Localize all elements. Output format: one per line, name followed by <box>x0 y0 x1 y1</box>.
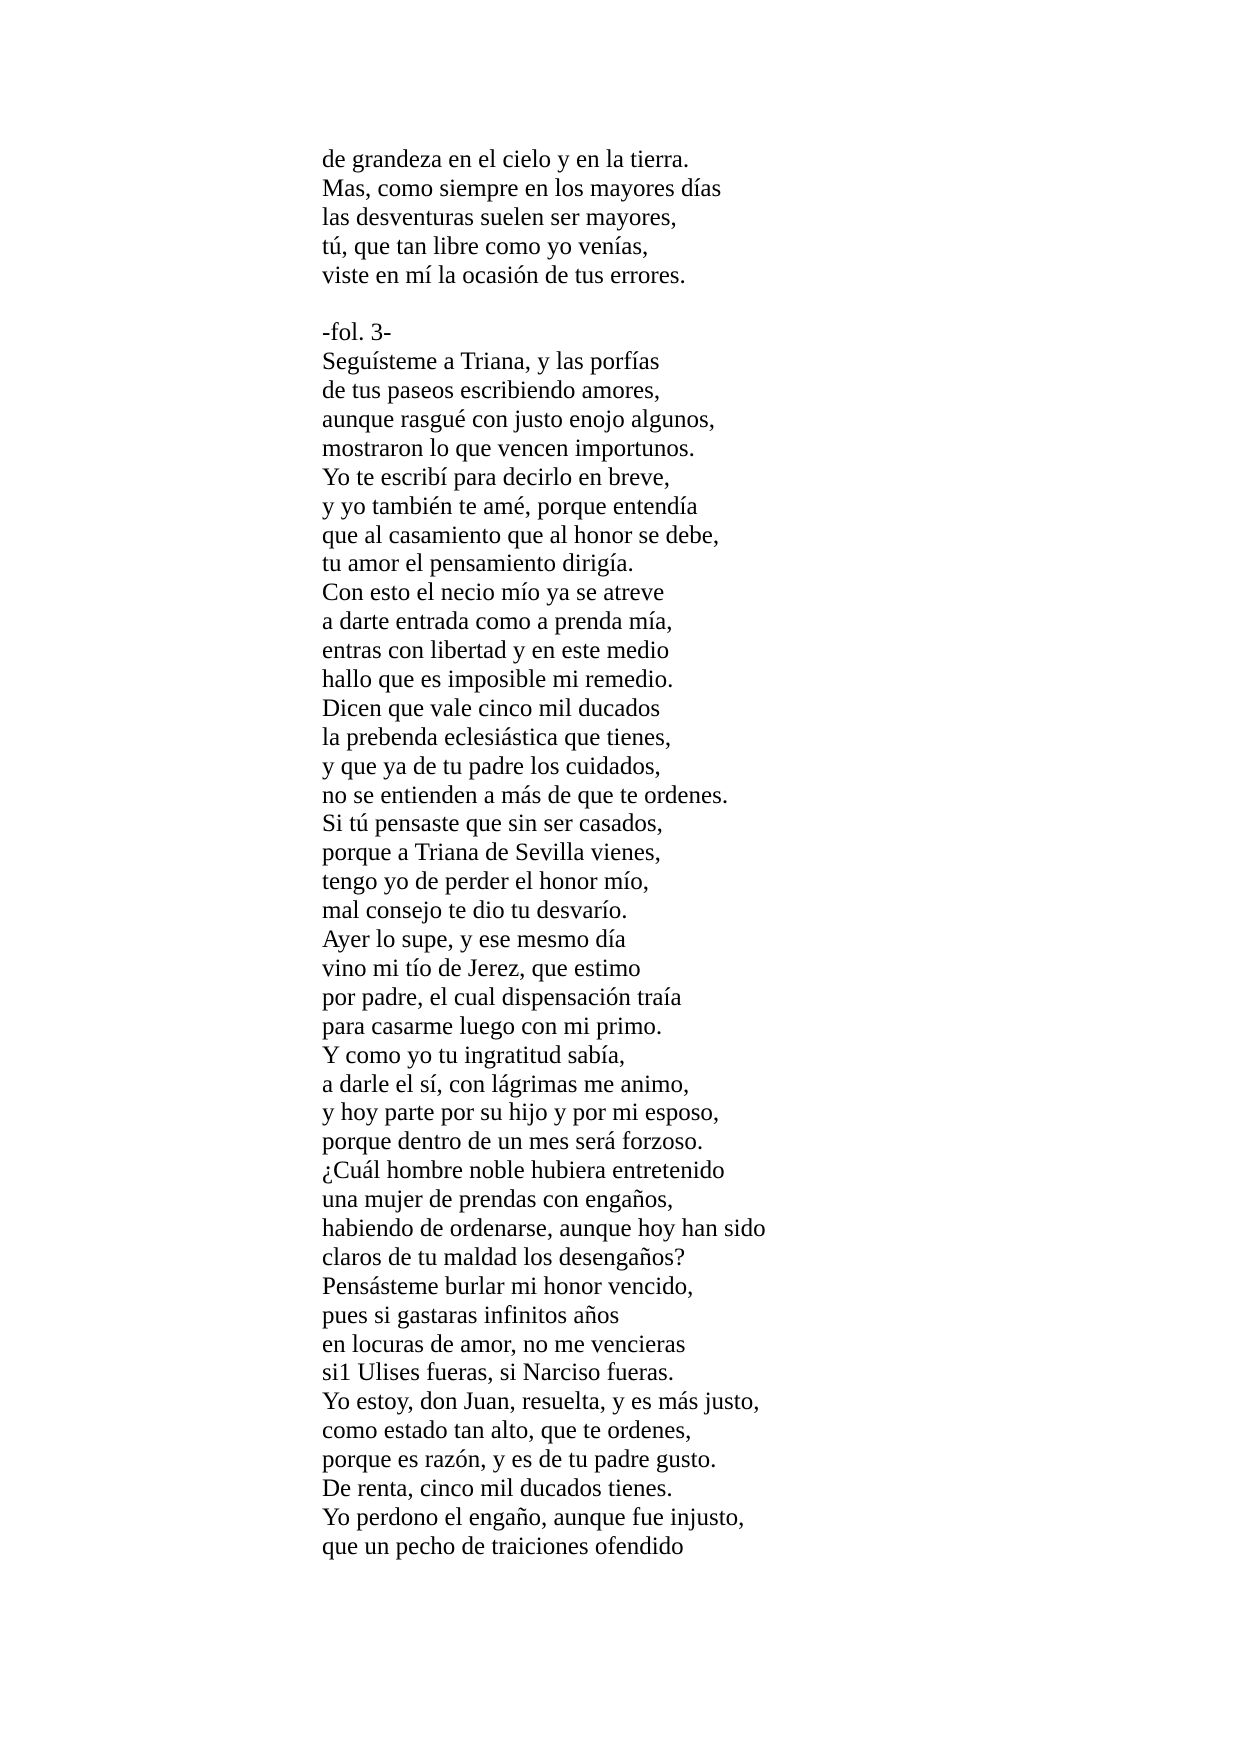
verse-line: pues si gastaras infinitos años <box>322 1301 620 1329</box>
verse-line: como estado tan alto, que te ordenes, <box>322 1417 692 1445</box>
verse-line: tú, que tan libre como yo venías, <box>322 232 649 260</box>
verse-line: porque dentro de un mes será forzoso. <box>322 1128 704 1156</box>
stanza-2 <box>322 348 1202 1561</box>
verse-line: entras con libertad y en este medio <box>322 637 670 665</box>
stanza-1 <box>322 146 1202 290</box>
verse-line: claros de tu maldad los desengaños? <box>322 1243 686 1271</box>
verse-line: y yo también te amé, porque entendía <box>322 492 698 520</box>
verse-line: Yo estoy, don Juan, resuelta, y es más justo, <box>322 1388 760 1416</box>
verse-line: Con esto el necio mío ya se atreve <box>322 579 665 607</box>
verse-line: mostraron lo que vencen importunos. <box>322 434 695 462</box>
verse-line: que un pecho de traiciones ofendido <box>322 1532 684 1560</box>
verse-line: tengo yo de perder el honor mío, <box>322 868 649 896</box>
verse-line: mal consejo te dio tu desvarío. <box>322 897 628 925</box>
verse-line: por padre, el cual dispensación traía <box>322 983 682 1011</box>
verse-line: las desventuras suelen ser mayores, <box>322 203 677 231</box>
verse-line: Yo perdono el engaño, aunque fue injusto, <box>322 1503 745 1531</box>
verse-line: habiendo de ordenarse, aunque hoy han sido <box>322 1214 766 1242</box>
verse-line: aunque rasgué con justo enojo algunos, <box>322 406 715 434</box>
verse-line: Dicen que vale cinco mil ducados <box>322 694 661 722</box>
verse-line: ¿Cuál hombre noble hubiera entretenido <box>322 1157 725 1185</box>
verse-line: si1 Ulises fueras, si Narciso fueras. <box>322 1359 674 1387</box>
verse-line: tu amor el pensamiento dirigía. <box>322 550 634 578</box>
stanza-gap <box>322 290 1202 319</box>
verse-line: porque es razón, y es de tu padre gusto. <box>322 1446 717 1474</box>
verse-line: Ayer lo supe, y ese mesmo día <box>322 926 626 954</box>
verse-line: Si tú pensaste que sin ser casados, <box>322 810 663 838</box>
folio-marker: -fol. 3- <box>322 319 392 347</box>
verse-line: porque a Triana de Sevilla vienes, <box>322 839 661 867</box>
verse-line: Y como yo tu ingratitud sabía, <box>322 1041 626 1069</box>
verse-line: De renta, cinco mil ducados tienes. <box>322 1474 673 1502</box>
verse-line: a darle el sí, con lágrimas me animo, <box>322 1070 690 1098</box>
verse-line: en locuras de amor, no me vencieras <box>322 1330 686 1358</box>
verse-line: y que ya de tu padre los cuidados, <box>322 752 661 780</box>
verse-line: que al casamiento que al honor se debe, <box>322 521 720 549</box>
verse-line: hallo que es imposible mi remedio. <box>322 666 674 694</box>
verse-line: Seguísteme a Triana, y las porfías <box>322 348 660 376</box>
verse-line: y hoy parte por su hijo y por mi esposo, <box>322 1099 720 1127</box>
verse-line: no se entienden a más de que te ordenes. <box>322 781 729 809</box>
verse-line: Mas, como siempre en los mayores días <box>322 174 722 202</box>
verse-line: Pensásteme burlar mi honor vencido, <box>322 1272 694 1300</box>
verse-line: vino mi tío de Jerez, que estimo <box>322 954 641 982</box>
verse-line: de grandeza en el cielo y en la tierra. <box>322 146 690 173</box>
poem-text <box>322 146 1202 1562</box>
verse-line: a darte entrada como a prenda mía, <box>322 608 673 636</box>
verse-line: de tus paseos escribiendo amores, <box>322 377 661 405</box>
verse-line: la prebenda eclesiástica que tienes, <box>322 723 672 751</box>
verse-line: una mujer de prendas con engaños, <box>322 1186 674 1214</box>
verse-line: viste en mí la ocasión de tus errores. <box>322 261 686 289</box>
verse-line: Yo te escribí para decirlo en breve, <box>322 463 671 491</box>
verse-line: para casarme luego con mi primo. <box>322 1012 663 1040</box>
